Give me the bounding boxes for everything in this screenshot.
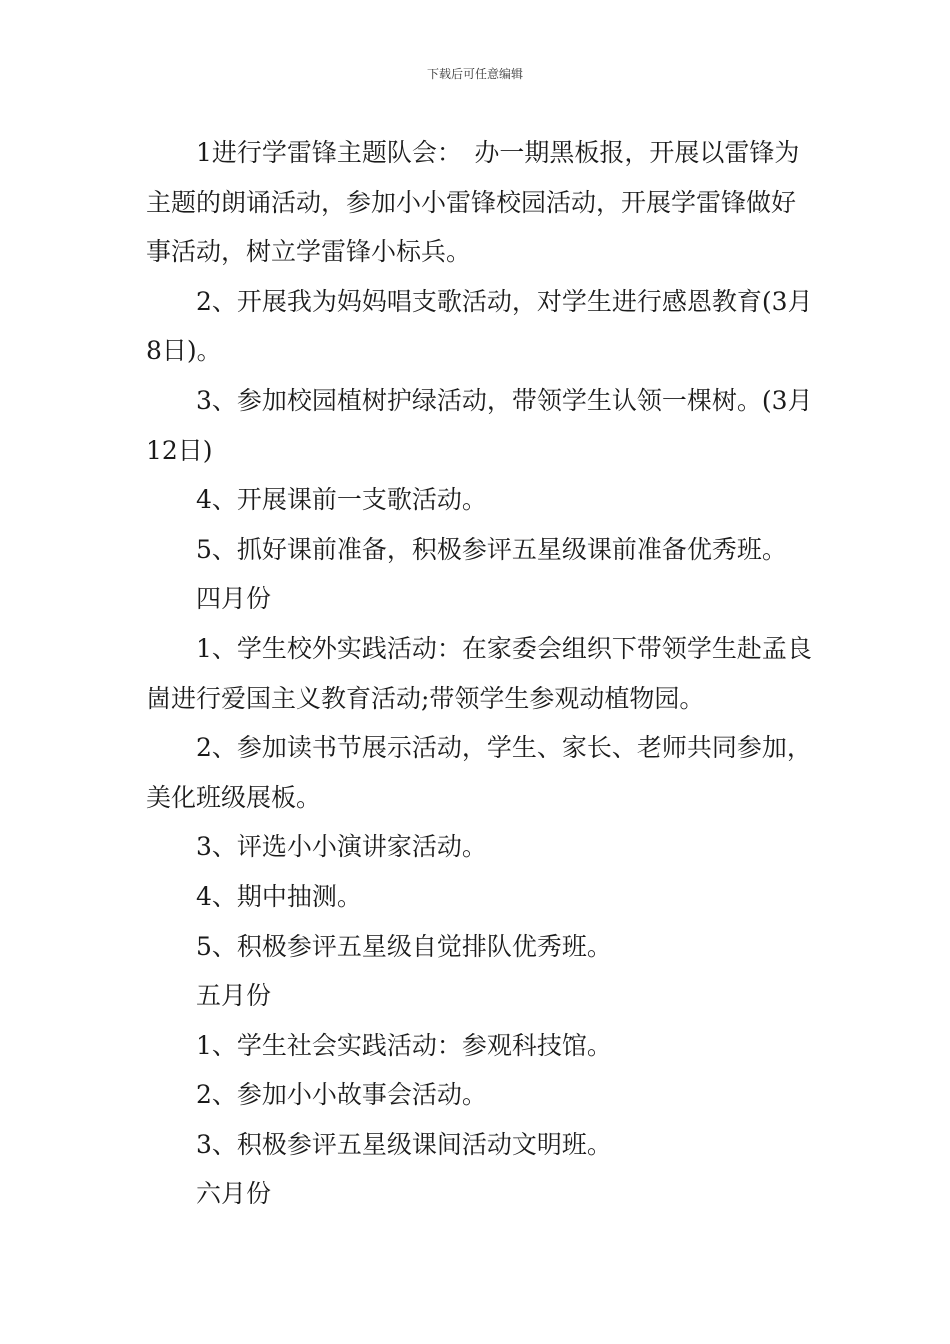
paragraph-march-item-5: 5、抓好课前准备，积极参评五星级课前准备优秀班。 — [196, 534, 787, 564]
paragraph-april-item-4: 4、期中抽测。 — [196, 881, 362, 911]
paragraph-march-item-3: 3、参加校园植树护绿活动，带领学生认领一棵树。(3月12日) — [146, 385, 813, 465]
paragraph-may-item-3: 3、积极参评五星级课间活动文明班。 — [196, 1129, 612, 1159]
paragraph-april-item-5: 5、积极参评五星级自觉排队优秀班。 — [196, 931, 612, 961]
document-body — [146, 128, 818, 1219]
page-header-note: 下载后可任意编辑 — [426, 67, 523, 81]
paragraph-march-item-1: 1进行学雷锋主题队会： 办一期黑板报，开展以雷锋为主题的朗诵活动，参加小小雷锋校园活动，开展学雷锋做好事活动，树立学雷锋小标兵。 — [146, 138, 800, 267]
section-heading-may: 五月份 — [196, 981, 272, 1011]
paragraph-april-item-3: 3、评选小小演讲家活动。 — [196, 832, 487, 862]
section-heading-june: 六月份 — [196, 1179, 272, 1209]
paragraph-may-item-2: 2、参加小小故事会活动。 — [196, 1080, 487, 1110]
paragraph-march-item-2: 2、开展我为妈妈唱支歌活动，对学生进行感恩教育(3月8日)。 — [146, 286, 813, 366]
paragraph-april-item-1: 1、学生校外实践活动：在家委会组织下带领学生赴孟良崮进行爱国主义教育活动;带领学生参观动植物园。 — [146, 633, 812, 713]
paragraph-april-item-2: 2、参加读书节展示活动，学生、家长、老师共同参加，美化班级展板。 — [146, 733, 812, 812]
section-heading-april: 四月份 — [196, 584, 272, 614]
paragraph-march-item-4: 4、开展课前一支歌活动。 — [196, 485, 487, 515]
paragraph-may-item-1: 1、学生社会实践活动：参观科技馆。 — [196, 1030, 612, 1060]
